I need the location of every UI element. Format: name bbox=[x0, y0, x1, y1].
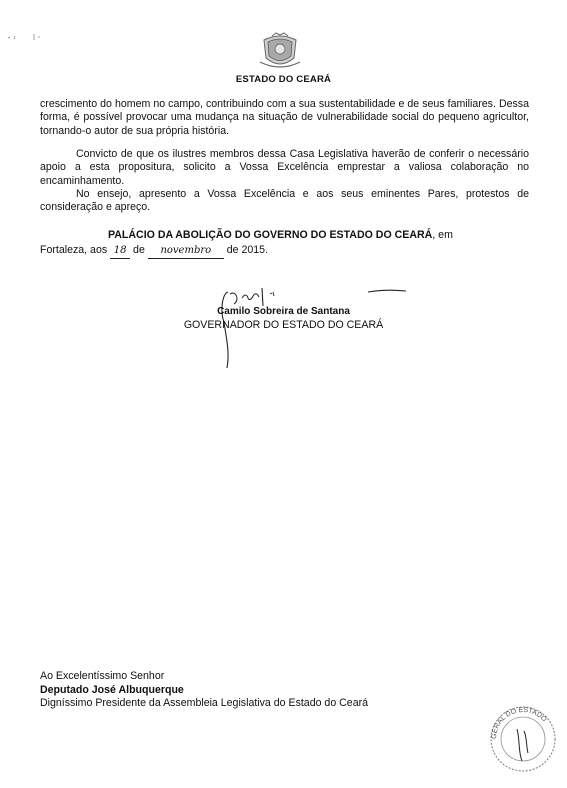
signatory-title: GOVERNADOR DO ESTADO DO CEARÁ bbox=[183, 319, 384, 331]
palace-name: PALÁCIO DA ABOLIÇÃO DO GOVERNO DO ESTADO DO CEARÁ bbox=[108, 229, 433, 241]
stamp-text: GERAL DO ESTADO bbox=[490, 706, 548, 740]
svg-text:GERAL DO ESTADO bbox=[491, 707, 548, 739]
scan-marks bbox=[4, 30, 44, 46]
official-stamp-icon bbox=[484, 699, 562, 773]
closing-block bbox=[40, 228, 529, 259]
palace-suffix: , em bbox=[432, 229, 453, 241]
paragraph-1: crescimento do homem no campo, contribuindo com a sua sustentabilidade e de seus familiares. Dessa forma, é possível provocar uma mudança na situação de vulnerabilidade social do pequeno agricultor, tornando-o autor de sua própria história. bbox=[40, 98, 529, 137]
state-coat-of-arms-icon bbox=[258, 32, 302, 70]
recipient-block bbox=[40, 670, 368, 711]
recipient-name: Deputado José Albuquerque bbox=[40, 683, 184, 696]
recipient-salutation: Ao Excelentíssimo Senhor bbox=[40, 670, 165, 682]
recipient-role: Digníssimo Presidente da Assembleia Legislativa do Estado do Ceará bbox=[40, 697, 369, 709]
paragraph-2: Convicto de que os ilustres membros dessa Casa Legislativa haverão de conferir o necessário apoio a esta propositura, solicito a Vossa Excelência emprestar a valiosa colaboração no encaminhamento. bbox=[40, 148, 529, 187]
handwritten-month: novembro bbox=[148, 243, 224, 259]
city-prefix: Fortaleza, aos bbox=[40, 244, 108, 256]
paragraph-3: No ensejo, apresento a Vossa Excelência e aos seus eminentes Pares, protestos de consideração e apreço. bbox=[40, 188, 529, 214]
date-of-word: de bbox=[133, 244, 145, 256]
header-title: ESTADO DO CEARÁ bbox=[235, 74, 332, 85]
handwritten-day: 18 bbox=[110, 243, 130, 259]
date-year: de 2015. bbox=[226, 244, 268, 256]
signatory-name: Camilo Sobreira de Santana bbox=[217, 306, 350, 317]
